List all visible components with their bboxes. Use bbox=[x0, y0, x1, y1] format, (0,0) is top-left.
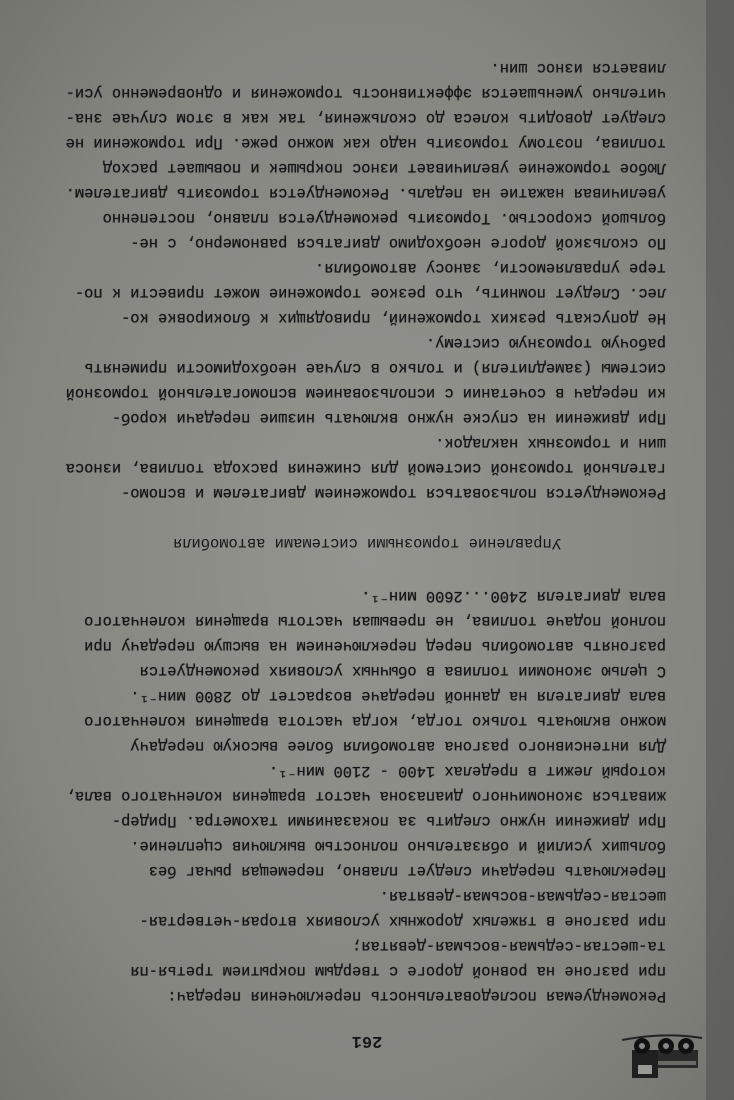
text-line: шин и тормозных накладок. bbox=[435, 434, 666, 452]
text-line: можно включать только тогда, когда частота вращения коленчатого bbox=[84, 712, 666, 730]
text-line: больших усилий и обязательно полностью выключив сцепление. bbox=[130, 837, 666, 855]
text-line: шестая-седьмая-восьмая-девятая. bbox=[379, 887, 666, 905]
text-line: С целью экономии топлива в обычных условиях рекомендуется bbox=[139, 662, 666, 680]
text-line: топлива, поэтому тормозить надо как можно реже. При торможении не bbox=[65, 134, 666, 152]
text-line: Рекомендуемая последовательность переключения передач: bbox=[167, 987, 666, 1005]
text-line: По скользкой дороге необходимо двигаться равномерно, с не- bbox=[130, 234, 666, 252]
text-line: гательной тормозной системой для снижения расхода топлива, износа bbox=[65, 459, 666, 477]
text-line: полной подаче топлива, не превышая частоты вращения коленчатого bbox=[84, 612, 666, 630]
text-line: вала двигателя 2400...2600 мин⁻¹. bbox=[361, 587, 666, 605]
text-line: При движении на спуске нужно включать низшие передачи короб- bbox=[111, 409, 666, 427]
text-line: рабочую тормозную систему. bbox=[425, 334, 666, 352]
text-line: следует доводить колеса до скольжения, так как в этом случае зна- bbox=[65, 109, 666, 127]
text-line: живаться экономичного диапазона частот вращения коленчатого вала, bbox=[65, 787, 666, 805]
text-line: тере управляемости, заносу автомобиля. bbox=[315, 259, 666, 277]
text-line: Для интенсивного разгона автомобиля более высокую передачу bbox=[130, 737, 666, 755]
text-line: увеличивая нажатие на педаль. Рекомендуется тормозить двигателем. bbox=[65, 184, 666, 202]
text-line: ки передач в сочетании с использованием вспомогательной тормозной bbox=[65, 384, 666, 402]
text-line: системы (замедлителя) и только в случае необходимости применять bbox=[84, 359, 666, 377]
text-line: лес. Следует помнить, что резкое торможение может привести к по- bbox=[74, 284, 666, 302]
text-line: Не допускать резких торможений, приводящих к блокировке ко- bbox=[121, 309, 666, 327]
text-line: при разгоне в тяжелых дорожных условиях вторая-четвертая- bbox=[139, 912, 666, 930]
text-line: при разгоне на ровной дороге с твердым покрытием третья-пя bbox=[130, 962, 666, 980]
text-line: Любое торможение увеличивает износ покрышек и повышает расход bbox=[102, 159, 666, 177]
text-line: большой скоростью. Тормозить рекомендуется плавно, постепенно bbox=[102, 209, 666, 227]
text-line: который лежит в пределах 1400 - 2100 мин⁻¹. bbox=[268, 762, 666, 780]
text-line: Рекомендуется пользоваться торможением двигателем и вспомо- bbox=[121, 484, 666, 502]
text-line: ливается износ шин. bbox=[490, 59, 666, 77]
text-line: Переключать передачи следует плавно, перемещая рычаг без bbox=[148, 862, 666, 880]
text-line: разгонять автомобиль перед переключением на высшую передачу при bbox=[84, 637, 666, 655]
text-line: чительно уменьшается эффективность торможения и одновременно уси- bbox=[65, 84, 666, 102]
text-line: та-шестая-седьмая-восьмая-девятая; bbox=[351, 937, 666, 955]
text-line: вала двигателя на данной передаче возрастет до 2800 мин⁻¹. bbox=[130, 687, 666, 705]
page-number: 261 bbox=[351, 1031, 383, 1050]
text-line: При движении нужно следить за показаниями тахометра. Придер- bbox=[111, 812, 666, 830]
section-heading: Управление тормозными системами автомобиля bbox=[173, 534, 561, 552]
